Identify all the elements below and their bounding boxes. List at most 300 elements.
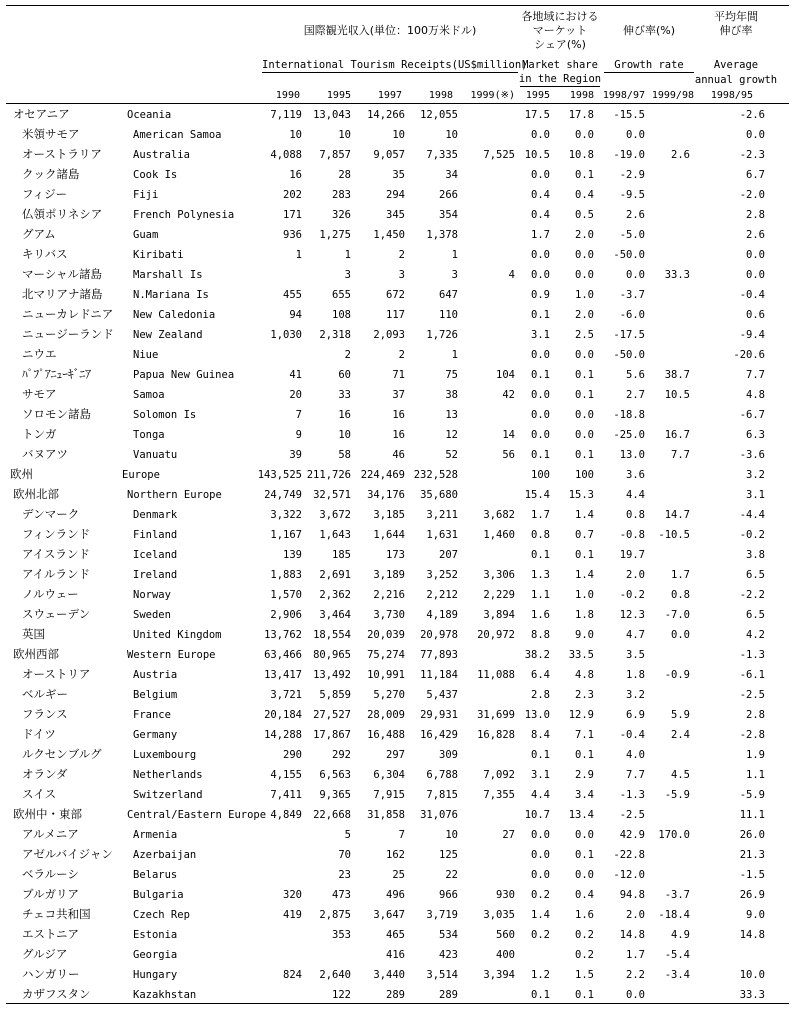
table-cell: 19.7 — [619, 549, 645, 561]
table-cell: 0.0 — [575, 269, 594, 281]
table-cell: 28,009 — [367, 709, 405, 721]
region-name-en: Northern Europe — [127, 489, 222, 501]
table-cell: 125 — [439, 849, 458, 861]
table-cell: 58 — [338, 449, 351, 461]
table-cell: 2.8 — [746, 209, 765, 221]
table-cell: 1.7 — [531, 509, 550, 521]
table-cell: 23 — [338, 869, 351, 881]
region-name-jp: クック諸島 — [22, 167, 80, 181]
region-name-en: American Samoa — [133, 129, 222, 141]
region-name-en: Finland — [133, 529, 178, 541]
table-cell: 3,189 — [373, 569, 405, 581]
table-cell: 0.0 — [531, 429, 550, 441]
table-cell: 1.8 — [626, 669, 645, 681]
table-cell: 5,270 — [373, 689, 405, 701]
table-cell: 9,365 — [319, 789, 351, 801]
table-cell: 17,867 — [313, 729, 351, 741]
table-cell: 41 — [289, 369, 302, 381]
region-name-jp: スウェーデン — [22, 607, 91, 621]
table-cell: -3.7 — [619, 289, 645, 301]
table-cell: 4.9 — [671, 929, 690, 941]
table-cell: 63,466 — [264, 649, 302, 661]
table-cell: 6.7 — [746, 169, 765, 181]
table-cell: 20,972 — [477, 629, 515, 641]
table-cell: 0.0 — [575, 429, 594, 441]
region-name-en: United Kingdom — [133, 629, 222, 641]
region-name-jp: マーシャル諸島 — [22, 267, 103, 281]
region-name-jp: ソロモン諸島 — [22, 407, 91, 421]
table-cell: -5.9 — [664, 789, 690, 801]
table-cell: 1.4 — [531, 909, 550, 921]
table-cell: -0.2 — [619, 589, 645, 601]
region-name-jp: ﾊﾟﾌﾟｱﾆｭｰｷﾞﾆｱ — [22, 367, 91, 381]
table-cell: 13,762 — [264, 629, 302, 641]
region-name-en: Switzerland — [133, 789, 203, 801]
table-cell: -9.5 — [619, 189, 645, 201]
table-cell: 33.3 — [664, 269, 690, 281]
table-cell: 13,043 — [313, 109, 351, 121]
table-cell: 0.0 — [626, 269, 645, 281]
table-cell: 7,411 — [270, 789, 302, 801]
table-cell: -2.2 — [739, 589, 765, 601]
table-cell: 4,849 — [270, 809, 302, 821]
table-cell: 70 — [338, 849, 351, 861]
region-name-en: New Zealand — [133, 329, 203, 341]
table-cell: 0.0 — [626, 989, 645, 1001]
table-cell: 3,894 — [483, 609, 515, 621]
table-cell: 2 — [398, 249, 405, 261]
region-name-jp: サモア — [22, 387, 57, 401]
table-cell: 9,057 — [373, 149, 405, 161]
table-cell: 3 — [451, 269, 458, 281]
region-name-en: France — [133, 709, 171, 721]
table-cell: 2,691 — [319, 569, 351, 581]
table-cell: 294 — [386, 189, 405, 201]
table-cell: 1.5 — [575, 969, 594, 981]
table-cell: 1.8 — [575, 609, 594, 621]
table-cell: 52 — [445, 449, 458, 461]
table-cell: 3,394 — [483, 969, 515, 981]
table-cell: 0.8 — [671, 589, 690, 601]
table-cell: -18.4 — [658, 909, 690, 921]
table-cell: 455 — [283, 289, 302, 301]
table-cell: 1,644 — [373, 529, 405, 541]
region-name-en: Marshall Is — [133, 269, 203, 281]
table-cell: 655 — [332, 289, 351, 301]
table-cell: 37 — [392, 389, 405, 401]
table-cell: 3,514 — [426, 969, 458, 981]
region-name-jp: ドイツ — [22, 727, 56, 741]
table-cell: 7,915 — [373, 789, 405, 801]
table-cell: 2 — [398, 349, 405, 361]
table-cell: 1,275 — [319, 229, 351, 241]
table-cell: 3,647 — [373, 909, 405, 921]
region-name-jp: 欧州西部 — [13, 647, 59, 661]
region-name-jp: ブルガリア — [22, 887, 80, 901]
region-name-jp: 欧州 — [10, 467, 33, 481]
table-cell: -0.4 — [739, 289, 765, 301]
region-name-jp: フィジー — [22, 187, 68, 201]
table-cell: 0.1 — [531, 449, 550, 461]
table-cell: 7,815 — [426, 789, 458, 801]
table-cell: -2.8 — [739, 729, 765, 741]
table-cell: 1.2 — [531, 969, 550, 981]
table-cell: 75 — [445, 369, 458, 381]
table-cell: -3.6 — [739, 449, 765, 461]
table-cell: 2.6 — [671, 149, 690, 161]
table-cell: 0.0 — [531, 869, 550, 881]
table-cell: 10,991 — [367, 669, 405, 681]
table-cell: 26.0 — [739, 829, 765, 841]
region-name-en: Estonia — [133, 929, 178, 941]
table-cell: 5.9 — [671, 709, 690, 721]
region-name-en: Belarus — [133, 869, 178, 881]
table-cell: 143,525 — [257, 469, 302, 481]
table-cell: 2 — [344, 349, 351, 361]
share-underline — [520, 86, 600, 87]
table-cell: 10 — [338, 129, 351, 141]
table-cell: 3.5 — [626, 649, 645, 661]
table-cell: 6.9 — [626, 709, 645, 721]
table-cell: 7,355 — [483, 789, 515, 801]
region-name-jp: フィンランド — [22, 527, 91, 541]
region-name-en: Vanuatu — [133, 449, 178, 461]
table-cell: 7.1 — [575, 729, 594, 741]
table-cell: 0.0 — [531, 169, 550, 181]
receipts-underline — [262, 72, 518, 73]
table-cell: 2.8 — [531, 689, 550, 701]
table-cell: 400 — [496, 949, 515, 961]
table-cell: 35,680 — [420, 489, 458, 501]
table-cell: 110 — [439, 309, 458, 321]
table-cell: 2,875 — [319, 909, 351, 921]
table-cell: 1,460 — [483, 529, 515, 541]
table-cell: 0.1 — [531, 309, 550, 321]
region-name-jp: チェコ共和国 — [22, 907, 91, 921]
table-cell: 3,719 — [426, 909, 458, 921]
table-cell: 3,464 — [319, 609, 351, 621]
year-header-2: 1997 — [377, 90, 402, 101]
table-cell: 0.1 — [531, 369, 550, 381]
table-cell: 20 — [289, 389, 302, 401]
table-cell: 1.1 — [746, 769, 765, 781]
table-cell: 33 — [338, 389, 351, 401]
region-name-en: French Polynesia — [133, 209, 235, 221]
table-cell: 2.3 — [575, 689, 594, 701]
table-cell: 1.7 — [626, 949, 645, 961]
table-cell: 32,571 — [313, 489, 351, 501]
table-cell: 2.6 — [626, 209, 645, 221]
table-cell: 16 — [392, 429, 405, 441]
share-title-jp-1: 各地域における — [521, 10, 599, 23]
table-cell: 16 — [338, 409, 351, 421]
table-cell: 14.8 — [739, 929, 765, 941]
table-cell: 139 — [283, 549, 302, 561]
table-cell: 3.8 — [746, 549, 765, 561]
table-cell: 0.2 — [531, 889, 550, 901]
table-cell: 672 — [386, 289, 405, 301]
table-cell: -5.4 — [664, 949, 690, 961]
table-cell: 0.1 — [531, 989, 550, 1001]
table-cell: 2.8 — [746, 709, 765, 721]
table-cell: 4,189 — [426, 609, 458, 621]
year-header-7: 1998/97 — [602, 90, 645, 101]
table-cell: 13.0 — [619, 449, 645, 461]
table-cell: 0.1 — [575, 989, 594, 1001]
region-name-jp: オセアニア — [13, 107, 70, 121]
table-cell: 3.4 — [575, 789, 594, 801]
region-name-en: Ireland — [133, 569, 178, 581]
table-cell: 0.0 — [531, 409, 550, 421]
table-cell: 38 — [445, 389, 458, 401]
table-cell: 309 — [439, 749, 458, 761]
table-cell: 0.2 — [575, 949, 594, 961]
table-cell: 13,492 — [313, 669, 351, 681]
table-cell: 2,362 — [319, 589, 351, 601]
table-cell: 1,167 — [270, 529, 302, 541]
table-cell: 3 — [344, 269, 351, 281]
region-name-jp: ベルギー — [22, 687, 68, 701]
table-cell: 10 — [392, 129, 405, 141]
table-cell: 1 — [344, 249, 351, 261]
table-cell: 28 — [338, 169, 351, 181]
table-cell: 211,726 — [306, 469, 351, 481]
table-cell: 353 — [332, 929, 351, 941]
table-cell: 0.4 — [575, 889, 594, 901]
table-cell: 326 — [332, 209, 351, 221]
table-cell: 1.7 — [671, 569, 690, 581]
table-cell: 7,119 — [270, 109, 302, 121]
table-cell: 3,035 — [483, 909, 515, 921]
table-cell: 3,440 — [373, 969, 405, 981]
table-cell: 6,304 — [373, 769, 405, 781]
table-cell: 20,184 — [264, 709, 302, 721]
table-cell: 6,563 — [319, 769, 351, 781]
region-name-en: Georgia — [133, 949, 178, 961]
table-cell: 2.2 — [626, 969, 645, 981]
table-cell: 170.0 — [658, 829, 690, 841]
table-cell: 0.1 — [575, 549, 594, 561]
region-name-en: Bulgaria — [133, 889, 184, 901]
table-cell: 423 — [439, 949, 458, 961]
table-cell: 3.1 — [531, 769, 550, 781]
table-cell: -6.1 — [739, 669, 765, 681]
table-cell: -15.5 — [613, 109, 645, 121]
table-cell: 39 — [289, 449, 302, 461]
table-cell: 117 — [386, 309, 405, 321]
table-cell: 20,978 — [420, 629, 458, 641]
table-cell: 14.8 — [619, 929, 645, 941]
table-cell: 17.8 — [568, 109, 594, 121]
table-cell: 345 — [386, 209, 405, 221]
table-cell: -50.0 — [613, 249, 645, 261]
table-cell: 419 — [283, 909, 302, 921]
table-cell: 1 — [451, 249, 458, 261]
table-cell: 8.4 — [531, 729, 550, 741]
table-cell: 7,092 — [483, 769, 515, 781]
table-cell: 2,216 — [373, 589, 405, 601]
growth-title-en: Growth rate — [614, 59, 684, 71]
table-cell: 0.5 — [575, 209, 594, 221]
table-cell: 6.5 — [746, 609, 765, 621]
share-title-en-2: in the Region — [518, 73, 602, 85]
region-name-en: Central/Eastern Europe — [127, 809, 267, 821]
table-cell: 13,417 — [264, 669, 302, 681]
table-cell: 2.5 — [575, 329, 594, 341]
region-name-en: Kazakhstan — [133, 989, 197, 1001]
region-name-en: Papua New Guinea — [133, 369, 235, 381]
table-cell: 7.7 — [746, 369, 765, 381]
region-name-en: Samoa — [133, 389, 165, 401]
table-cell: 202 — [283, 189, 302, 201]
table-cell: 0.1 — [531, 549, 550, 561]
table-cell: 0.0 — [531, 349, 550, 361]
table-cell: 2,093 — [373, 329, 405, 341]
table-cell: 7,335 — [426, 149, 458, 161]
table-cell: 33.3 — [739, 989, 765, 1001]
table-cell: 16.7 — [664, 429, 690, 441]
year-header-0: 1990 — [275, 90, 300, 101]
table-cell: -4.4 — [739, 509, 765, 521]
region-name-jp: トンガ — [22, 427, 57, 441]
region-name-en: Iceland — [133, 549, 178, 561]
table-cell: 0.4 — [531, 189, 550, 201]
table-cell: 2.7 — [626, 389, 645, 401]
table-cell: 14,266 — [367, 109, 405, 121]
table-cell: 12 — [445, 429, 458, 441]
table-cell: -2.9 — [619, 169, 645, 181]
table-cell: 1.3 — [531, 569, 550, 581]
region-name-en: Denmark — [133, 509, 178, 521]
table-cell: 5.6 — [626, 369, 645, 381]
table-cell: 297 — [386, 749, 405, 761]
region-name-jp: ハンガリー — [22, 967, 80, 981]
table-cell: 1,631 — [426, 529, 458, 541]
region-name-jp: アルメニア — [22, 827, 79, 841]
table-cell: 292 — [332, 749, 351, 761]
table-cell: 1 — [295, 249, 302, 261]
table-cell: 4.2 — [746, 629, 765, 641]
table-cell: 15.4 — [524, 489, 550, 501]
region-name-en: Fiji — [133, 189, 159, 201]
region-name-en: Czech Rep — [133, 909, 190, 921]
region-name-jp: オーストラリア — [22, 147, 102, 161]
table-cell: -1.3 — [619, 789, 645, 801]
region-name-jp: グアム — [22, 227, 56, 241]
region-name-jp: フランス — [22, 707, 68, 721]
growth-title-jp: 伸び率(%) — [622, 24, 676, 37]
table-cell: -6.0 — [619, 309, 645, 321]
table-cell: 320 — [283, 889, 302, 901]
table-cell: 12,055 — [420, 109, 458, 121]
table-cell: 0.0 — [746, 129, 765, 141]
table-cell: -19.0 — [613, 149, 645, 161]
table-cell: 94 — [289, 309, 302, 321]
region-name-jp: アイスランド — [22, 547, 90, 561]
table-cell: 1.1 — [531, 589, 550, 601]
table-cell: -0.9 — [664, 669, 690, 681]
table-cell: 22,668 — [313, 809, 351, 821]
table-cell: 0.1 — [575, 849, 594, 861]
table-cell: 1.0 — [575, 589, 594, 601]
table-cell: 3,185 — [373, 509, 405, 521]
region-name-en: Tonga — [133, 429, 165, 441]
table-cell: 16 — [289, 169, 302, 181]
table-cell: 3,721 — [270, 689, 302, 701]
bottom-border — [6, 1003, 789, 1004]
table-cell: 0.2 — [531, 929, 550, 941]
table-cell: 4.0 — [626, 749, 645, 761]
table-cell: 8.8 — [531, 629, 550, 641]
table-cell: 7.7 — [671, 449, 690, 461]
table-cell: 2.0 — [626, 909, 645, 921]
table-cell: 100 — [531, 469, 550, 481]
table-cell: 56 — [502, 449, 515, 461]
table-cell: 2.4 — [671, 729, 690, 741]
table-cell: 16,429 — [420, 729, 458, 741]
table-cell: 0.0 — [531, 249, 550, 261]
year-header-9: 1998/95 — [710, 90, 753, 101]
table-cell: 0.6 — [746, 309, 765, 321]
table-cell: 31,858 — [367, 809, 405, 821]
region-name-jp: 仏領ポリネシア — [22, 207, 103, 221]
table-cell: 2.6 — [746, 229, 765, 241]
table-cell: 0.0 — [575, 129, 594, 141]
table-cell: -17.5 — [613, 329, 645, 341]
table-cell: 7 — [295, 409, 302, 421]
table-cell: 3.2 — [746, 469, 765, 481]
table-cell: 0.0 — [626, 129, 645, 141]
table-cell: 75,274 — [367, 649, 405, 661]
region-name-jp: エストニア — [22, 927, 80, 941]
table-cell: -3.7 — [664, 889, 690, 901]
growth-underline — [604, 72, 694, 73]
table-cell: -9.4 — [739, 329, 765, 341]
table-cell: 27,527 — [313, 709, 351, 721]
region-name-en: Sweden — [133, 609, 171, 621]
table-cell: 0.4 — [575, 189, 594, 201]
table-cell: 12.9 — [568, 709, 594, 721]
table-cell: 0.1 — [575, 749, 594, 761]
table-cell: 283 — [332, 189, 351, 201]
table-cell: 0.0 — [575, 349, 594, 361]
table-cell: 1.7 — [531, 229, 550, 241]
table-cell: 4.8 — [746, 389, 765, 401]
region-name-en: Azerbaijan — [133, 849, 197, 861]
table-cell: 13.0 — [524, 709, 550, 721]
table-cell: 3.1 — [746, 489, 765, 501]
top-border — [6, 5, 789, 6]
table-cell: 122 — [332, 989, 351, 1001]
region-name-jp: アイルランド — [22, 567, 90, 581]
table-cell: 20,039 — [367, 629, 405, 641]
table-cell: -1.3 — [739, 649, 765, 661]
year-header-1: 1995 — [326, 90, 351, 101]
region-name-jp: 英国 — [22, 627, 45, 641]
table-cell: -7.0 — [664, 609, 690, 621]
table-cell: 0.0 — [531, 129, 550, 141]
table-cell: -0.2 — [739, 529, 765, 541]
table-cell: 1,030 — [270, 329, 302, 341]
region-name-en: Armenia — [133, 829, 178, 841]
table-cell: 289 — [386, 989, 405, 1001]
table-cell: 5,437 — [426, 689, 458, 701]
table-cell: 4,155 — [270, 769, 302, 781]
region-name-jp: 欧州北部 — [13, 487, 59, 501]
table-cell: 824 — [283, 969, 302, 981]
table-cell: 14,288 — [264, 729, 302, 741]
table-cell: -2.3 — [739, 149, 765, 161]
